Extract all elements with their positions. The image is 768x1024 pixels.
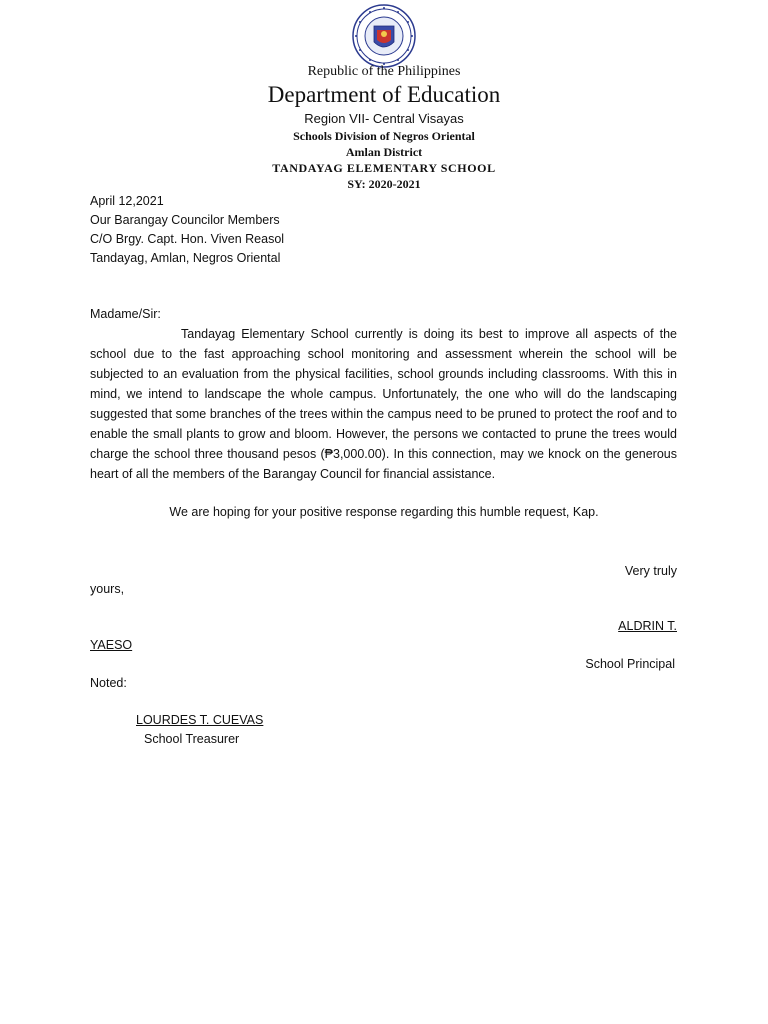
complimentary-close-1: Very truly xyxy=(624,564,677,578)
signer-name-2: YAESO xyxy=(90,638,133,652)
recipient-line-1: Our Barangay Councilor Members xyxy=(90,213,280,227)
region-line: Region VII- Central Visayas xyxy=(304,111,464,126)
signer-name-1: ALDRIN T. xyxy=(618,619,677,633)
department-title: Department of Education xyxy=(267,82,501,107)
division-line: Schools Division of Negros Oriental xyxy=(293,129,475,143)
recipient-line-2: C/O Brgy. Capt. Hon. Viven Reasol xyxy=(90,232,285,246)
recipient-line-3: Tandayag, Amlan, Negros Oriental xyxy=(90,251,281,265)
noted-title: School Treasurer xyxy=(144,732,240,746)
school-year: SY: 2020-2021 xyxy=(347,177,421,191)
noted-label: Noted: xyxy=(90,676,127,690)
letter-body: Tandayag Elementary School currently is doing its best to improve all aspects of the school due to the fast approaching school monitoring and assessment wherein the school will be subjected to an evaluation from the physical facilities, school grounds including classrooms. With this in mind, we intend to landscape the whole campus. Unfortunately, the one who will do the landscaping suggested that some branches of the trees within the campus need to be pruned to protect the roof and to enable the small plants to grow and bloom. However, the persons we contacted to prune the trees would charge the school three thousand pesos (₱3,000.00). In this connection, may we knock on the generous heart of all the members of the Barangay Council for financial assistance. xyxy=(90,327,677,481)
noted-name: LOURDES T. CUEVAS xyxy=(136,713,264,727)
republic-line: Republic of the Philippines xyxy=(307,64,461,79)
closing-request: We are hoping for your positive response regarding this humble request, Kap. xyxy=(169,505,599,519)
school-name: TANDAYAG ELEMENTARY SCHOOL xyxy=(272,161,496,175)
complimentary-close-2: yours, xyxy=(90,582,125,596)
deped-seal-logo xyxy=(352,4,416,68)
signer-title: School Principal xyxy=(585,657,675,671)
district-line: Amlan District xyxy=(345,145,423,159)
salutation: Madame/Sir: xyxy=(90,307,161,321)
letter-date: April 12,2021 xyxy=(90,194,164,208)
